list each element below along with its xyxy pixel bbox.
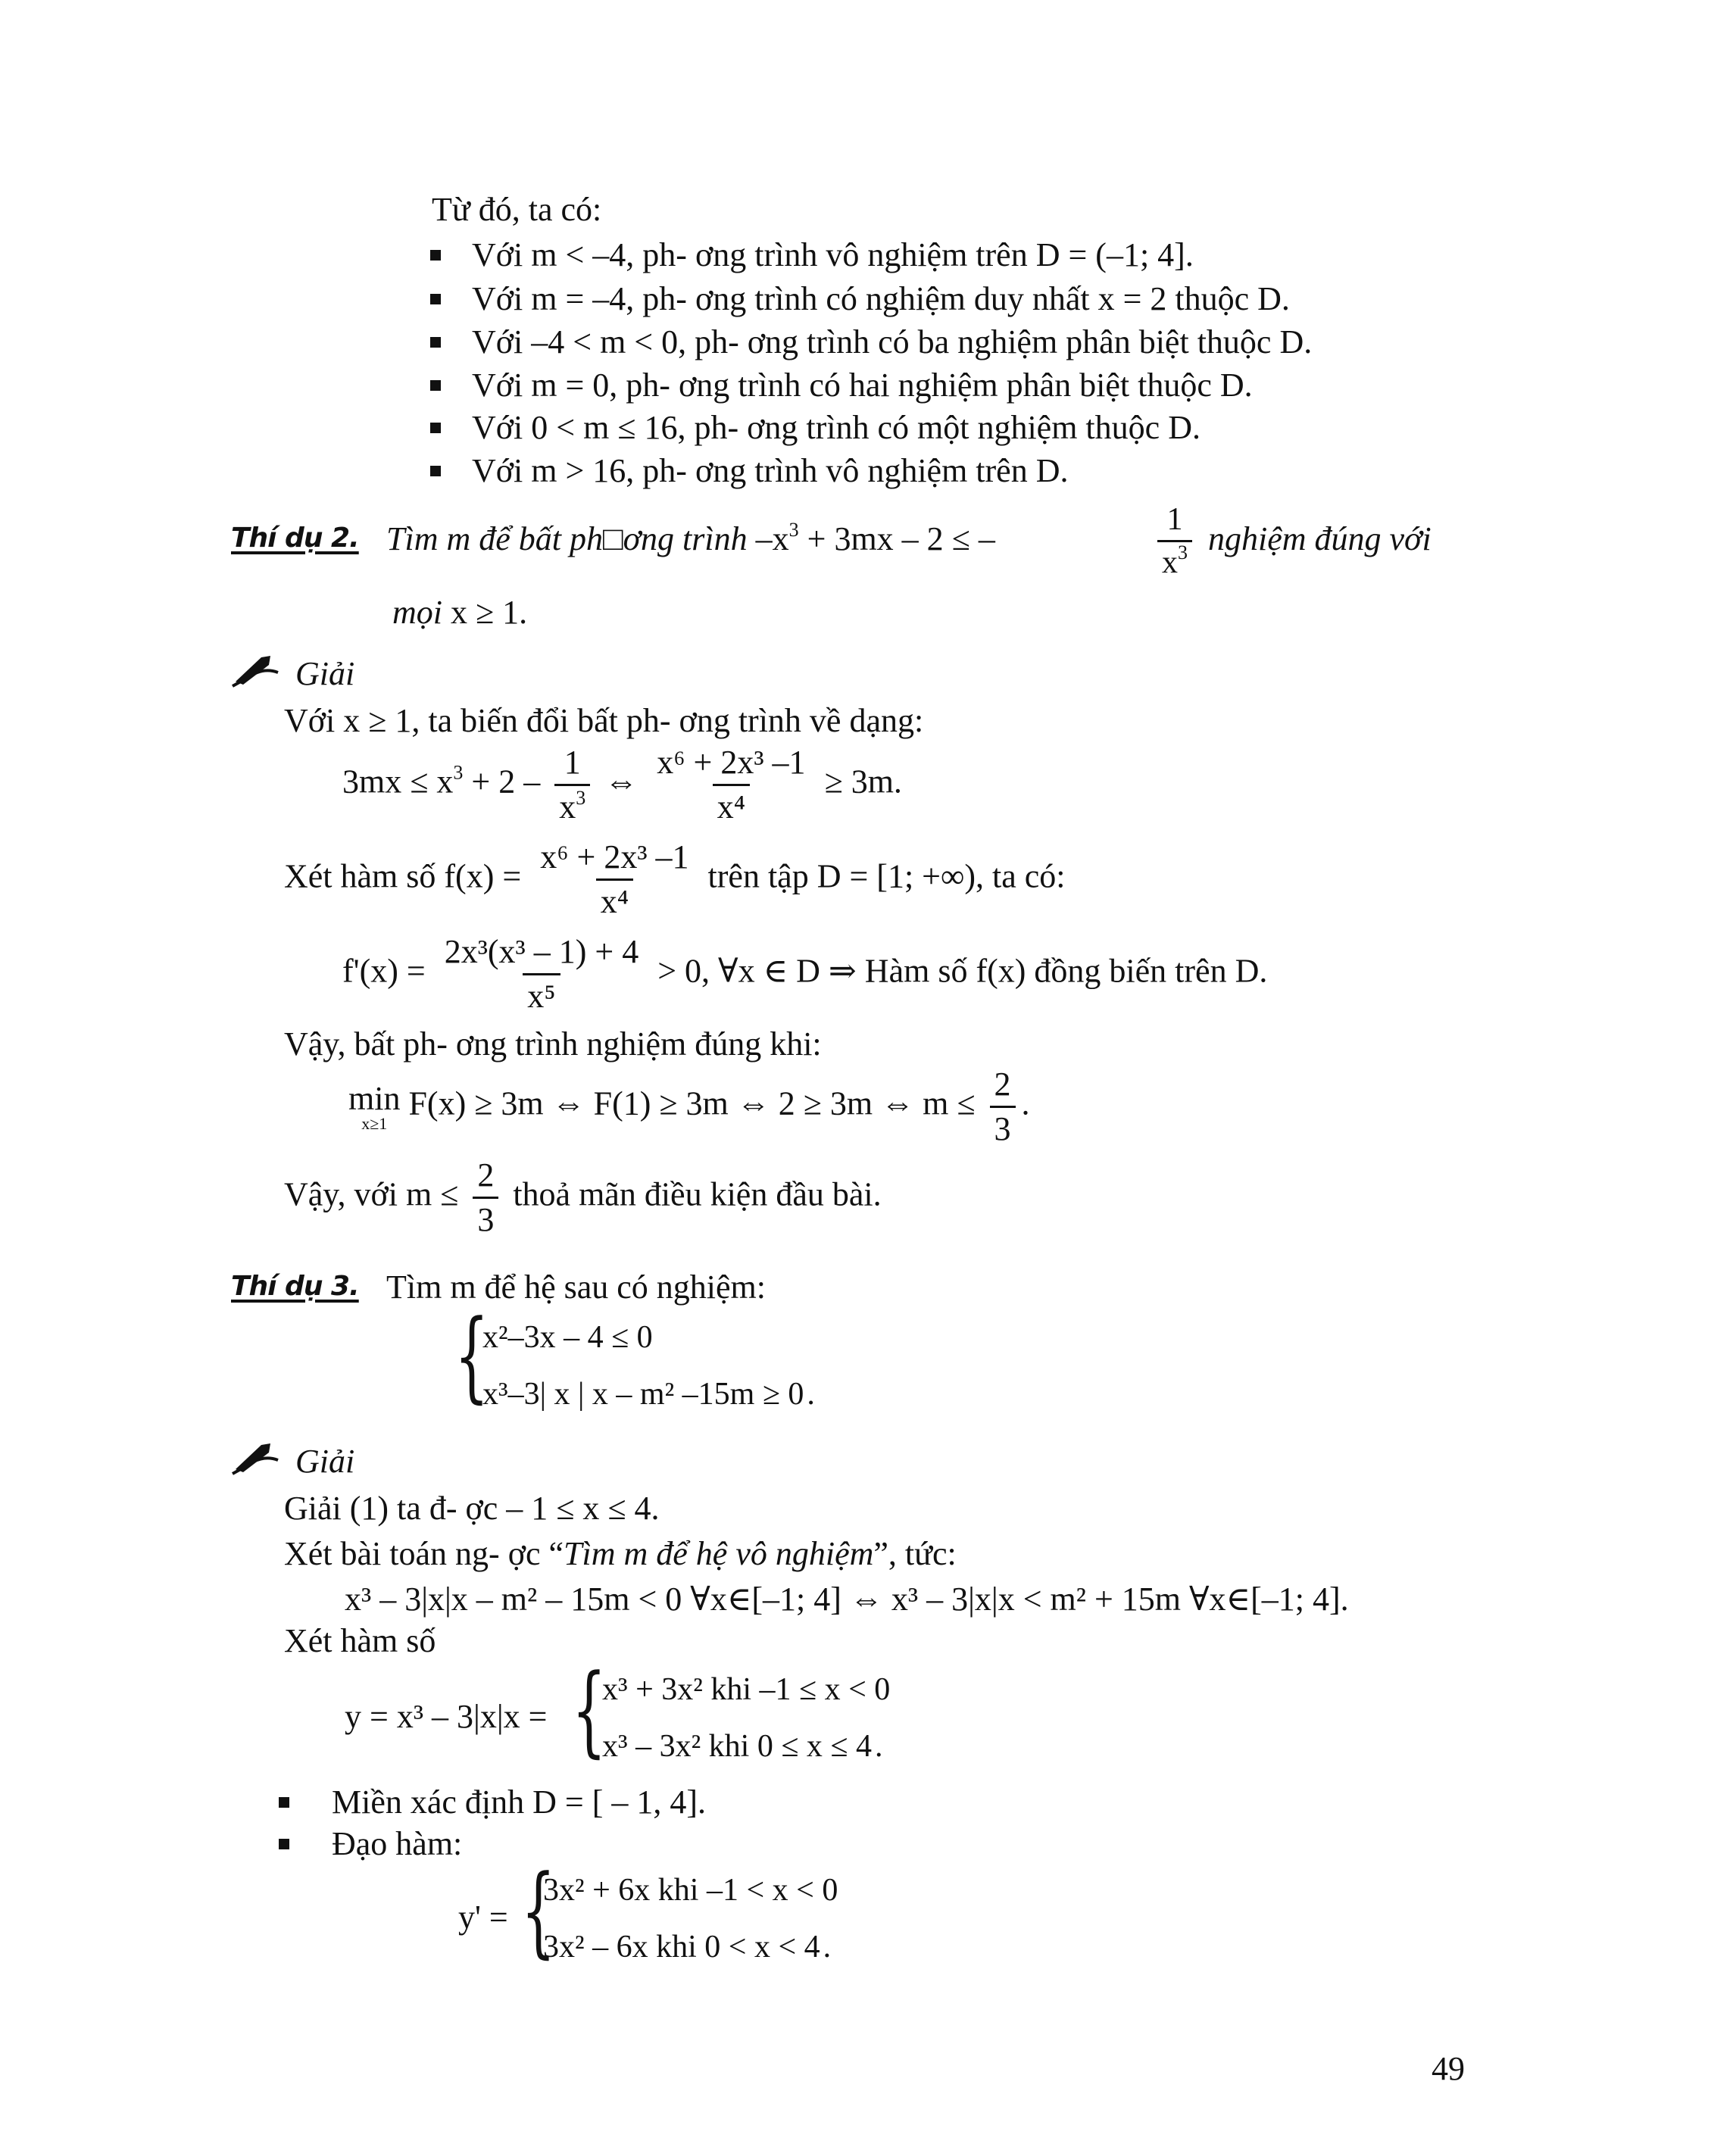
bullet [430,337,441,348]
bullet [430,294,441,304]
ex2-line3: Xét hàm số f(x) = $\frac{\text{x⁶ + 2x³ –1}}{\text{x⁴}}$ trên tập D = [1; +∞), ta có: [284,838,1066,920]
system-ineq-2: x³–3| x | x – m² –15m ≥ 0. [482,1377,815,1412]
case-item: Với m < –4, ph- ơng trình vô nghiệm trên D = (–1; 4]. [472,236,1194,273]
ex3-line1: Giải (1) ta đ- ợc – 1 ≤ x ≤ 4. [284,1490,660,1527]
bullet [279,1797,289,1808]
ex2-line5: Vậy, bất ph- ơng trình nghiệm đúng khi: [284,1025,822,1063]
example-2-statement: Tìm m để bất ph□ơng trình $-x^3 + 3mx - 2$ ≤ – [386,519,995,557]
piecewise-case-2: x³ – 3x² khi 0 ≤ x ≤ 4. [602,1729,883,1764]
page-number: 49 [1432,2050,1465,2087]
case-item: Với 0 < m ≤ 16, ph- ơng trình có một nghiệm thuộc D. [472,409,1201,446]
system-ineq-1: x²–3x – 4 ≤ 0 [482,1320,653,1355]
derivative-case-1: 3x² + 6x khi –1 < x < 0 [543,1873,838,1908]
bullet [430,423,441,433]
ex2-line6: min x≥1 F(x) ≥ 3m ⇔ F(1) ≥ 3m ⇔ 2 ≥ 3m ⇔ m ≤ $\frac{2}{3}$ . [348,1066,1030,1147]
ex3-bullet-2: Đạo hàm: [332,1825,463,1862]
ex3-line2: Xét bài toán ng- ợc “Tìm m để hệ vô nghiệm”, tức: [284,1535,957,1572]
derivative-brace: { [521,1853,556,1968]
example-2-fraction: $\frac{1}{x^3}$ [1151,504,1198,579]
example-3-label: Thí dụ 3. [231,1271,359,1302]
ex2-line1: Với x ≥ 1, ta biến đổi bất ph- ơng trình về dạng: [284,702,924,739]
pen-icon [231,1439,284,1475]
case-item: Với m = 0, ph- ơng trình có hai nghiệm phân biệt thuộc D. [472,367,1253,404]
ex2-line4: f'(x) = $\frac{\text{2x³(x³ – 1) + 4}}{\text{x⁵}}$ > 0, ∀x ∈ D ⇒ Hàm số f(x) đồng biến trên D. [342,933,1268,1015]
ex3-line5-lhs: y = x³ – 3|x|x = [345,1698,548,1735]
ex2-line7: Vậy, với m ≤ $\frac{2}{3}$ thoả mãn điều kiện đầu bài. [284,1156,882,1238]
piecewise-brace: { [572,1652,607,1768]
example-3-statement: Tìm m để hệ sau có nghiệm: [386,1269,766,1306]
intro-line: Từ đó, ta có: [432,191,602,228]
bullet [430,466,441,476]
ex3-bullet-1: Miền xác định D = [ – 1, 4]. [332,1783,707,1821]
case-item: Với m > 16, ph- ơng trình vô nghiệm trên D. [472,452,1069,489]
piecewise-case-1: x³ + 3x² khi –1 ≤ x < 0 [602,1672,891,1707]
ex3-line6-lhs: y' = [458,1899,508,1936]
example-2-label: Thí dụ 2. [231,523,359,554]
example-2-statement-line2: mọi x ≥ 1. [392,594,528,631]
bullet [279,1839,289,1849]
bullet [430,380,441,391]
ex3-line4: Xét hàm số [284,1622,436,1659]
solve-label: Giải [295,655,355,692]
pen-icon [231,651,284,688]
example-2-statement-end: nghiệm đúng với [1208,520,1432,557]
derivative-case-2: 3x² – 6x khi 0 < x < 4. [543,1930,832,1964]
ex3-line3: x³ – 3|x|x – m² – 15m < 0 ∀x∈[–1; 4] ⇔ x³ – 3|x|x < m² + 15m ∀x∈[–1; 4]. [345,1581,1349,1618]
ex2-line2: $3mx \le x^3 + 2$ – $\frac{1}{x^3}$ ⇔ $\frac{\text{x⁶ + 2x³ –1}}{\text{x⁴}}$ ≥ 3m. [342,744,902,825]
case-item: Với –4 < m < 0, ph- ơng trình có ba nghiệm phân biệt thuộc D. [472,323,1313,360]
case-item: Với m = –4, ph- ơng trình có nghiệm duy nhất x = 2 thuộc D. [472,280,1290,317]
system-brace: { [454,1298,489,1413]
solve-label: Giải [295,1443,355,1480]
bullet [430,250,441,261]
